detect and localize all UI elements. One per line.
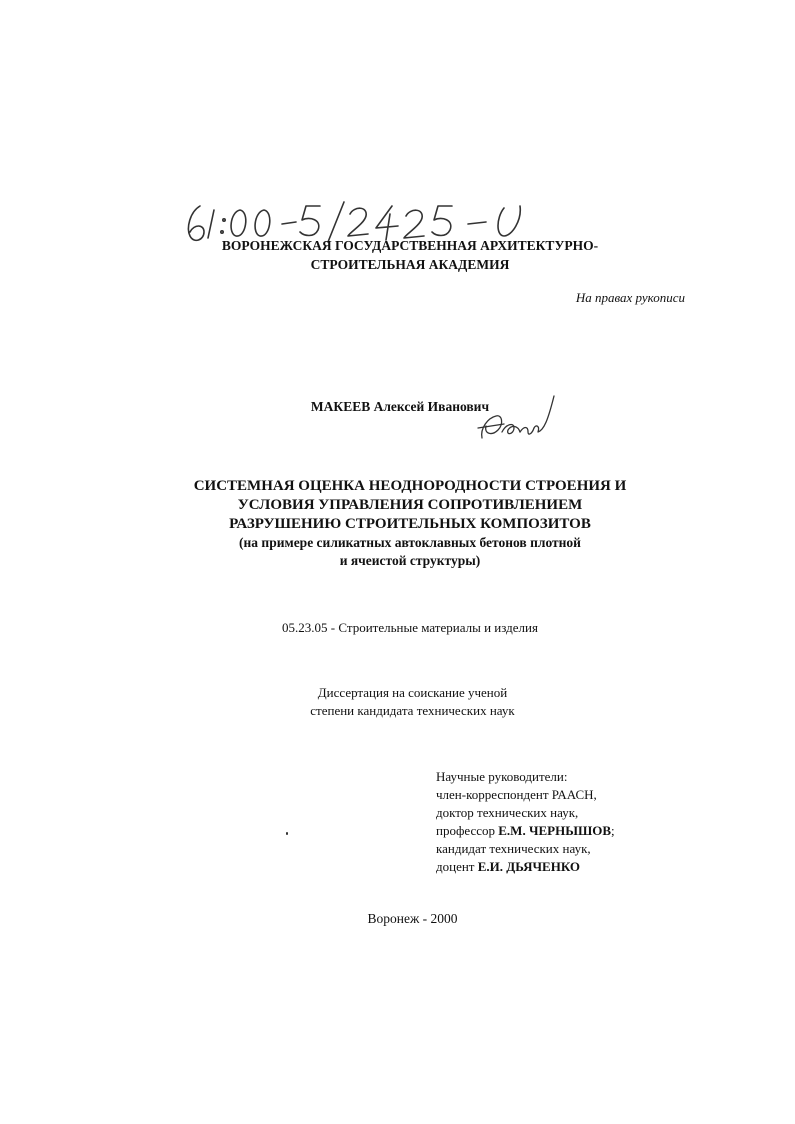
supervisor-2-title <box>436 858 696 876</box>
scan-speck <box>286 832 288 835</box>
supervisor-2-name: Е.И. ДЬЯЧЕНКО <box>477 859 581 874</box>
title-line-1: СИСТЕМНАЯ ОЦЕНКА НЕОДНОРОДНОСТИ СТРОЕНИЯ И <box>193 478 627 494</box>
subtitle-line-2: и ячеистой структуры) <box>339 553 481 568</box>
degree-line-2: степени кандидата технических наук <box>310 703 515 718</box>
supervisor-1-title <box>436 822 696 840</box>
title-line-2: УСЛОВИЯ УПРАВЛЕНИЯ СОПРОТИВЛЕНИЕМ <box>237 497 583 513</box>
degree-statement <box>250 684 575 720</box>
supervisor-1-name: Е.М. ЧЕРНЫШОВ <box>498 823 612 838</box>
dissertation-subtitle <box>110 534 710 570</box>
author-signature <box>474 390 564 450</box>
supervisor-1-separator: ; <box>611 823 615 838</box>
supervisors-block <box>436 768 696 876</box>
supervisors-heading: Научные руководители: <box>436 769 568 784</box>
supervisor-1-degree: доктор технических наук, <box>436 805 579 820</box>
organization-name <box>150 236 670 274</box>
specialty-code: 05.23.05 - Строительные материалы и изделия <box>282 620 538 635</box>
dissertation-title <box>110 477 710 534</box>
supervisor-2-degree: кандидат технических наук, <box>436 841 591 856</box>
supervisor-2-position: доцент <box>436 859 478 874</box>
city-year: Воронеж - 2000 <box>367 911 458 926</box>
supervisor-1-rank: член-корреспондент РААСН, <box>436 787 597 802</box>
title-line-3: РАЗРУШЕНИЮ СТРОИТЕЛЬНЫХ КОМПОЗИТОВ <box>229 516 591 532</box>
organization-line-2: СТРОИТЕЛЬНАЯ АКАДЕМИЯ <box>310 257 510 272</box>
manuscript-rights-note: На правах рукописи <box>575 290 685 305</box>
author-name: МАКЕЕВ Алексей Иванович <box>310 399 490 414</box>
subtitle-line-1: (на примере силикатных автоклавных бетонов плотной <box>239 535 581 550</box>
degree-line-1: Диссертация на соискание ученой <box>317 685 508 700</box>
supervisor-1-position: профессор <box>436 823 499 838</box>
organization-line-1: ВОРОНЕЖСКАЯ ГОСУДАРСТВЕННАЯ АРХИТЕКТУРНО- <box>221 238 599 253</box>
